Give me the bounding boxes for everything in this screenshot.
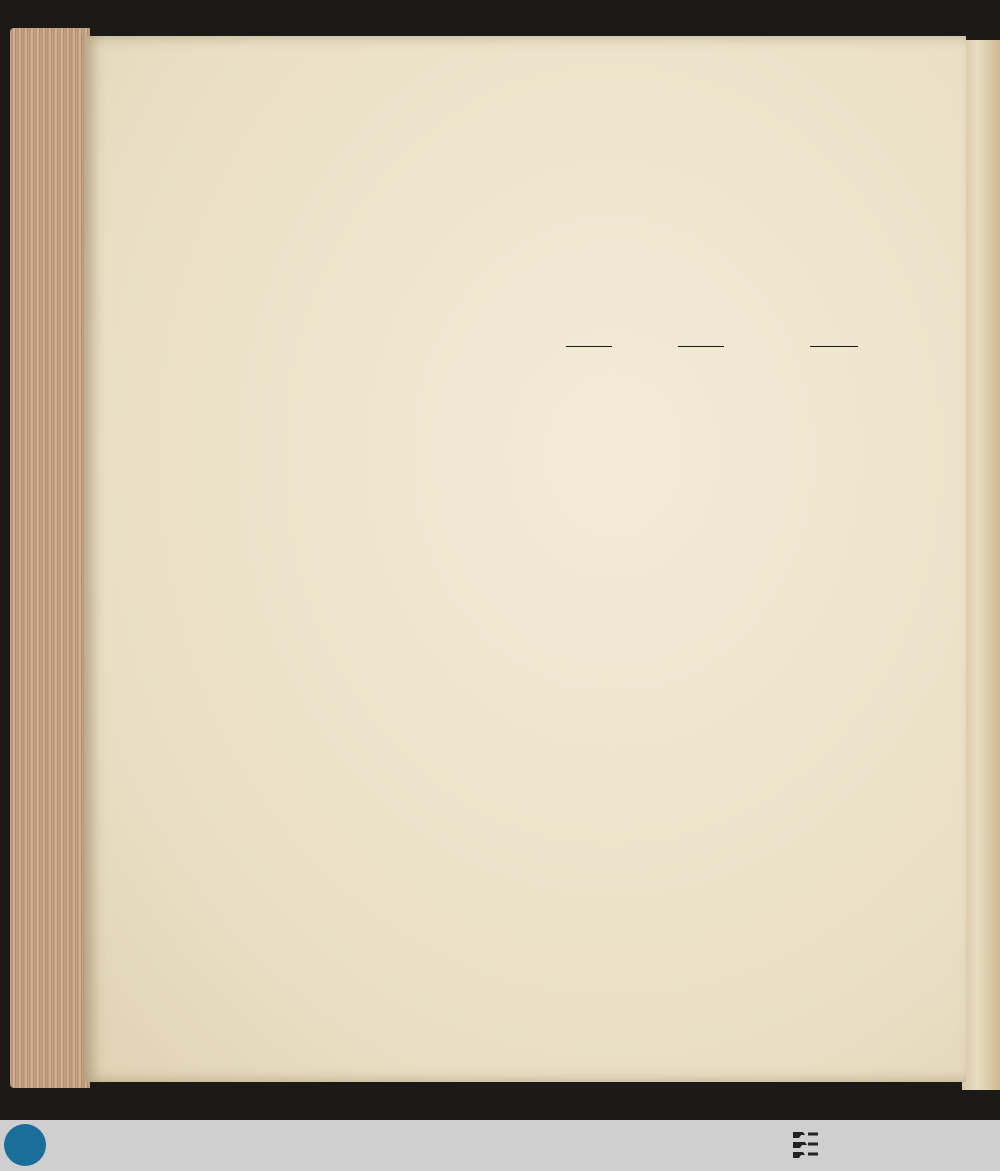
footer-bar <box>0 1120 1000 1171</box>
page-text <box>84 36 966 1082</box>
sum-rule-2 <box>678 346 724 347</box>
book-page-edges-left <box>10 28 90 1088</box>
book-page-edges-right <box>962 40 1000 1090</box>
baden-wuerttemberg-lions-icon <box>790 1128 822 1162</box>
blb-logo-icon[interactable] <box>4 1124 46 1166</box>
totals-row <box>212 350 872 374</box>
sum-rule-1 <box>566 346 612 347</box>
book-page <box>84 36 966 1082</box>
sum-rule-3 <box>810 346 858 347</box>
